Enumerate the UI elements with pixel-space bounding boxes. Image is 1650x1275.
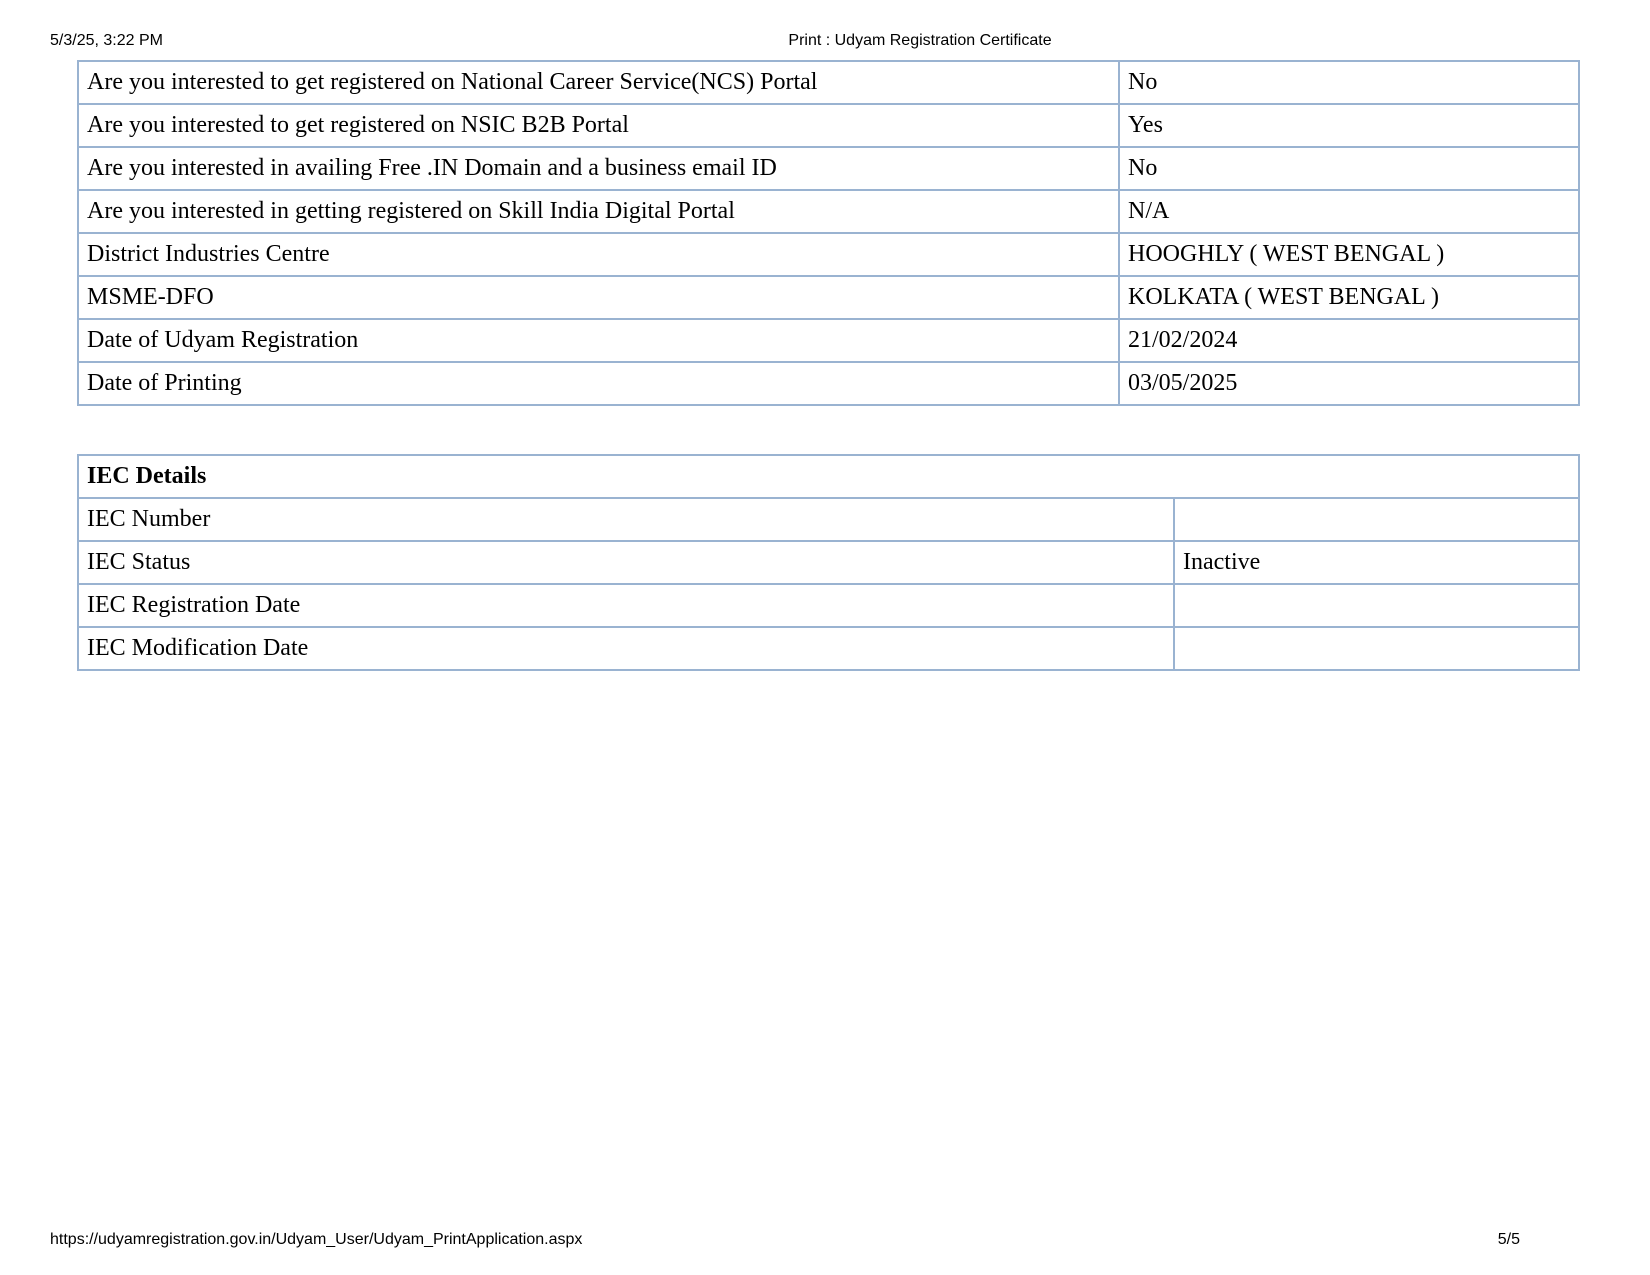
row-label: IEC Registration Date [78, 584, 1174, 627]
row-value [1174, 498, 1579, 541]
row-value [1174, 584, 1579, 627]
table-row [78, 319, 1579, 362]
table-row [78, 498, 1579, 541]
print-datetime: 5/3/25, 3:22 PM [50, 32, 163, 49]
row-label: Are you interested to get registered on NSIC B2B Portal [78, 104, 1119, 147]
row-value: No [1119, 61, 1579, 104]
table-row [78, 233, 1579, 276]
print-url: https://udyamregistration.gov.in/Udyam_User/Udyam_PrintApplication.aspx [50, 1231, 583, 1248]
row-label: Date of Udyam Registration [78, 319, 1119, 362]
row-label: Are you interested in getting registered on Skill India Digital Portal [78, 190, 1119, 233]
row-label: IEC Status [78, 541, 1174, 584]
row-label: Are you interested in availing Free .IN Domain and a business email ID [78, 147, 1119, 190]
table-row [78, 147, 1579, 190]
row-value: Yes [1119, 104, 1579, 147]
table-row [78, 584, 1579, 627]
row-label: District Industries Centre [78, 233, 1119, 276]
row-value: N/A [1119, 190, 1579, 233]
row-value [1174, 627, 1579, 670]
table-row [78, 276, 1579, 319]
table-header-row [78, 455, 1579, 498]
row-value: KOLKATA ( WEST BENGAL ) [1119, 276, 1579, 319]
row-value: 03/05/2025 [1119, 362, 1579, 405]
registration-details-table [77, 60, 1580, 406]
page-number: 5/5 [1497, 1231, 1520, 1248]
row-label: IEC Modification Date [78, 627, 1174, 670]
iec-details-table [77, 454, 1580, 671]
table-row [78, 190, 1579, 233]
row-value: 21/02/2024 [1119, 319, 1579, 362]
row-label: Are you interested to get registered on National Career Service(NCS) Portal [78, 61, 1119, 104]
table-row [78, 541, 1579, 584]
table-row [78, 362, 1579, 405]
print-page-title: Print : Udyam Registration Certificate [788, 32, 1052, 49]
table-row [78, 104, 1579, 147]
table-row [78, 61, 1579, 104]
row-label: MSME-DFO [78, 276, 1119, 319]
row-value: Inactive [1174, 541, 1579, 584]
row-value: No [1119, 147, 1579, 190]
row-label: Date of Printing [78, 362, 1119, 405]
row-value: HOOGHLY ( WEST BENGAL ) [1119, 233, 1579, 276]
row-label: IEC Number [78, 498, 1174, 541]
table-row [78, 627, 1579, 670]
iec-section-title: IEC Details [78, 455, 1579, 498]
